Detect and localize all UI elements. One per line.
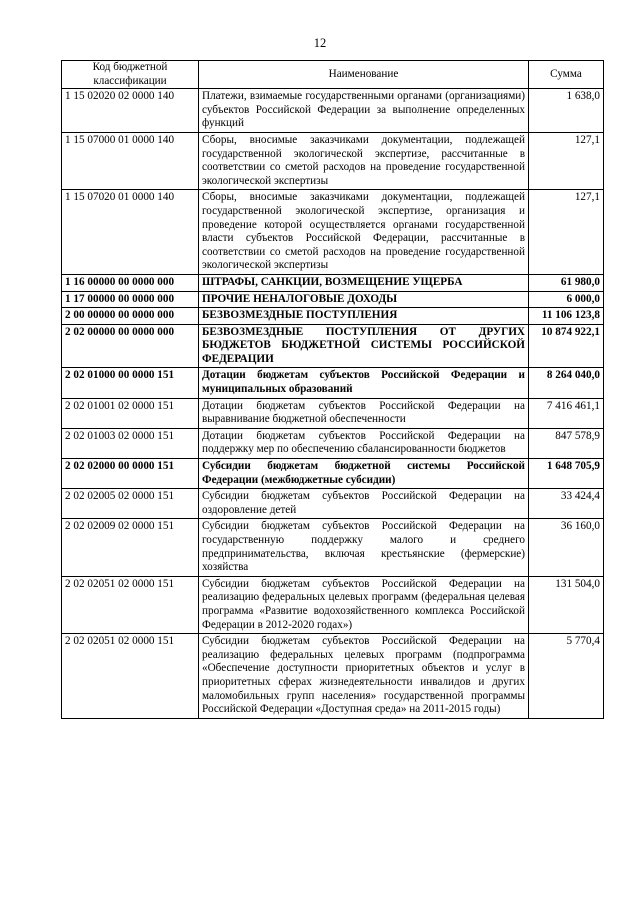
row-code: 1 16 00000 00 0000 000 bbox=[62, 274, 199, 291]
table-row bbox=[62, 324, 604, 368]
row-code: 1 15 07020 01 0000 140 bbox=[62, 190, 199, 275]
row-sum: 847 578,9 bbox=[529, 428, 604, 458]
row-sum: 7 416 461,1 bbox=[529, 398, 604, 428]
row-sum: 8 264 040,0 bbox=[529, 368, 604, 398]
row-code: 1 17 00000 00 0000 000 bbox=[62, 291, 199, 308]
row-sum: 127,1 bbox=[529, 132, 604, 189]
row-code: 2 02 01001 02 0000 151 bbox=[62, 398, 199, 428]
row-code: 2 02 01000 00 0000 151 bbox=[62, 368, 199, 398]
table-row bbox=[62, 308, 604, 325]
row-code: 2 02 02009 02 0000 151 bbox=[62, 519, 199, 576]
row-code: 1 15 07000 01 0000 140 bbox=[62, 132, 199, 189]
row-name: БЕЗВОЗМЕЗДНЫЕ ПОСТУПЛЕНИЯ bbox=[199, 308, 529, 325]
row-name: Платежи, взимаемые государственными органами (организациями) субъектов Российской Федерации за выполнение определенных функций bbox=[199, 89, 529, 133]
row-name: Сборы, вносимые заказчиками документации, подлежащей государственной экологической экспертизе, организация и проведение которой осуществляется органами государственной власти субъектов Российской Федерации, рассчитанные в соответствии со сметой расходов на проведение государственной экологической экспертизы bbox=[199, 190, 529, 275]
row-sum: 61 980,0 bbox=[529, 274, 604, 291]
table-body bbox=[62, 89, 604, 719]
row-sum: 11 106 123,8 bbox=[529, 308, 604, 325]
table-row bbox=[62, 459, 604, 489]
table-row bbox=[62, 291, 604, 308]
table-row bbox=[62, 132, 604, 189]
row-name: Дотации бюджетам субъектов Российской Федерации и муниципальных образований bbox=[199, 368, 529, 398]
budget-table bbox=[61, 60, 604, 719]
row-code: 2 02 00000 00 0000 000 bbox=[62, 324, 199, 368]
table-row bbox=[62, 519, 604, 576]
table-header-row bbox=[62, 61, 604, 89]
row-sum: 5 770,4 bbox=[529, 634, 604, 719]
table-row bbox=[62, 89, 604, 133]
table-row bbox=[62, 368, 604, 398]
row-code: 1 15 02020 02 0000 140 bbox=[62, 89, 199, 133]
row-sum: 131 504,0 bbox=[529, 576, 604, 633]
row-name: Дотации бюджетам субъектов Российской Федерации на поддержку мер по обеспечению сбалансированности бюджетов bbox=[199, 428, 529, 458]
row-name: Дотации бюджетам субъектов Российской Федерации на выравнивание бюджетной обеспеченности bbox=[199, 398, 529, 428]
row-name: Субсидии бюджетам субъектов Российской Федерации на государственную поддержку малого и среднего предпринимательства, включая крестьянские (фермерские) хозяйства bbox=[199, 519, 529, 576]
header-sum: Сумма bbox=[529, 61, 604, 89]
row-name: Субсидии бюджетам субъектов Российской Федерации на оздоровление детей bbox=[199, 489, 529, 519]
row-code: 2 02 02051 02 0000 151 bbox=[62, 634, 199, 719]
row-name: БЕЗВОЗМЕЗДНЫЕ ПОСТУПЛЕНИЯ ОТ ДРУГИХ БЮДЖЕТОВ БЮДЖЕТНОЙ СИСТЕМЫ РОССИЙСКОЙ ФЕДЕРАЦИИ bbox=[199, 324, 529, 368]
row-name: ПРОЧИЕ НЕНАЛОГОВЫЕ ДОХОДЫ bbox=[199, 291, 529, 308]
table-row bbox=[62, 428, 604, 458]
row-sum: 10 874 922,1 bbox=[529, 324, 604, 368]
page-number: 12 bbox=[313, 36, 327, 50]
table-row bbox=[62, 190, 604, 275]
row-sum: 127,1 bbox=[529, 190, 604, 275]
row-name: ШТРАФЫ, САНКЦИИ, ВОЗМЕЩЕНИЕ УЩЕРБА bbox=[199, 274, 529, 291]
header-name: Наименование bbox=[199, 61, 529, 89]
row-code: 2 00 00000 00 0000 000 bbox=[62, 308, 199, 325]
header-code: Код бюджетной классификации bbox=[62, 61, 199, 89]
row-code: 2 02 01003 02 0000 151 bbox=[62, 428, 199, 458]
row-code: 2 02 02051 02 0000 151 bbox=[62, 576, 199, 633]
table-row bbox=[62, 398, 604, 428]
row-sum: 6 000,0 bbox=[529, 291, 604, 308]
row-name: Субсидии бюджетам бюджетной системы Российской Федерации (межбюджетные субсидии) bbox=[199, 459, 529, 489]
row-code: 2 02 02000 00 0000 151 bbox=[62, 459, 199, 489]
row-name: Субсидии бюджетам субъектов Российской Федерации на реализацию федеральных целевых программ (подпрограмма «Обеспечение доступности приоритетных объектов и услуг в приоритетных сферах жизнедеятельности инвалидов и других маломобильных групп населения» государственной программы Российской Федерации «Доступная среда» на 2011-2015 годы) bbox=[199, 634, 529, 719]
row-sum: 1 638,0 bbox=[529, 89, 604, 133]
row-sum: 33 424,4 bbox=[529, 489, 604, 519]
row-sum: 36 160,0 bbox=[529, 519, 604, 576]
row-sum: 1 648 705,9 bbox=[529, 459, 604, 489]
row-name: Субсидии бюджетам субъектов Российской Федерации на реализацию федеральных целевых программ (федеральная целевая программа «Развитие водохозяйственного комплекса Российской Федерации в 2012-2020 годах») bbox=[199, 576, 529, 633]
table-row bbox=[62, 489, 604, 519]
table-row bbox=[62, 576, 604, 633]
table-row bbox=[62, 274, 604, 291]
table-row bbox=[62, 634, 604, 719]
row-code: 2 02 02005 02 0000 151 bbox=[62, 489, 199, 519]
row-name: Сборы, вносимые заказчиками документации, подлежащей государственной экологической экспертизе, рассчитанные в соответствии со сметой расходов на проведение государственной экологической экспертизы bbox=[199, 132, 529, 189]
